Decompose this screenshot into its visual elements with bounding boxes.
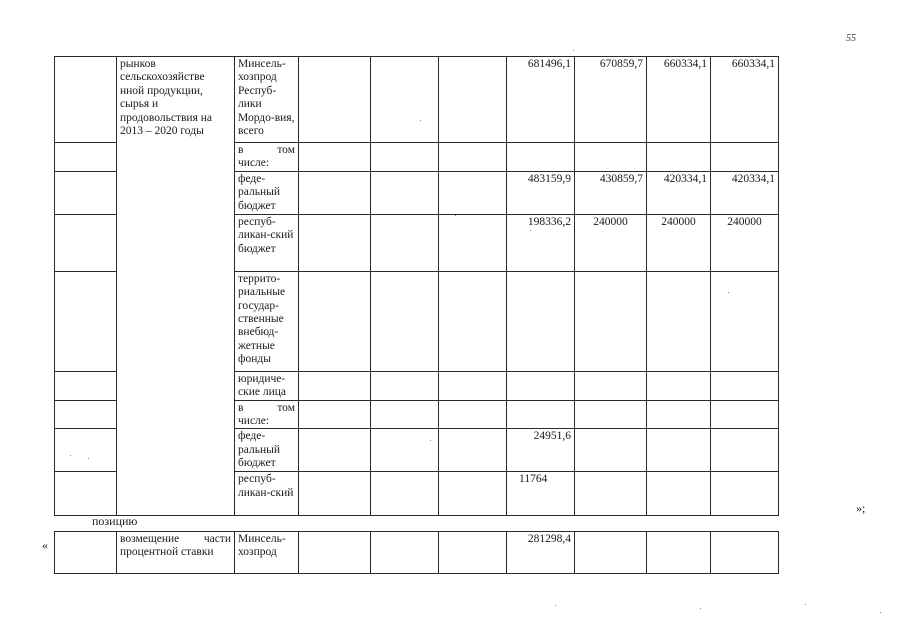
value-cell: 240000 bbox=[647, 214, 711, 271]
table-row bbox=[55, 532, 848, 574]
source-cell: респуб-ликан-ский bbox=[235, 472, 299, 516]
opening-quote: « bbox=[42, 538, 48, 552]
value-cell: 670859,7 bbox=[575, 57, 647, 143]
source-cell: Минсель-хозпрод bbox=[235, 532, 299, 574]
value-cell: 11764 bbox=[507, 472, 575, 516]
position-label: позицию bbox=[92, 514, 138, 528]
source-cell: в том числе: bbox=[235, 143, 299, 172]
value-cell: 24951,6 bbox=[507, 429, 575, 472]
empty-cell bbox=[55, 57, 117, 143]
page-number: 55 bbox=[846, 33, 856, 44]
source-cell: в том числе: bbox=[235, 400, 299, 429]
measure-cell: возмещение части процентной ставки bbox=[117, 532, 235, 574]
value-cell: 240000 bbox=[711, 214, 779, 271]
source-cell: респуб-ликан-ский бюджет bbox=[235, 214, 299, 271]
value-cell: 681496,1 bbox=[507, 57, 575, 143]
source-cell: феде-ральный бюджет bbox=[235, 429, 299, 472]
value-cell: 420334,1 bbox=[647, 171, 711, 214]
source-cell: Минсель-хозпрод Респуб-лики Мордо-вия, всего bbox=[235, 57, 299, 143]
source-cell: юридиче-ские лица bbox=[235, 371, 299, 400]
program-name: рынков сельскохозяйстве нной продукции, сырья и продовольствия на 2013 – 2020 годы bbox=[120, 58, 212, 138]
value-cell: 660334,1 bbox=[711, 57, 779, 143]
program-name-cell bbox=[117, 57, 235, 516]
value-cell: 281298,4 bbox=[507, 532, 575, 574]
source-cell: феде-ральный бюджет bbox=[235, 171, 299, 214]
value-cell: 198336,2 bbox=[507, 214, 575, 271]
value-cell: 420334,1 bbox=[711, 171, 779, 214]
value-cell: 660334,1 bbox=[647, 57, 711, 143]
table-row bbox=[55, 57, 848, 143]
closing-quote: »; bbox=[856, 501, 866, 515]
continuation-table bbox=[54, 531, 848, 574]
value-cell: 483159,9 bbox=[507, 171, 575, 214]
value-cell: 240000 bbox=[575, 214, 647, 271]
funding-table bbox=[54, 56, 848, 516]
value-cell: 430859,7 bbox=[575, 171, 647, 214]
source-cell: террито-риальные государ-ственные внебюд-жетные фонды bbox=[235, 271, 299, 371]
